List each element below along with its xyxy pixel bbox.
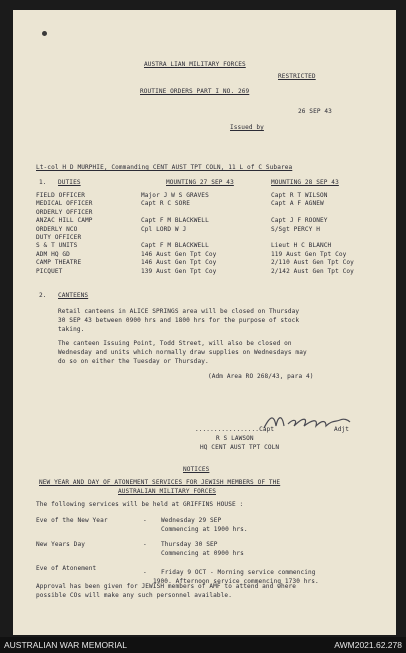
duty-assignee-28: Capt J F ROONEY [271, 217, 328, 225]
signature-role: Adjt [334, 426, 350, 433]
approval-text: Approval has been given for JEWISH members of AMF to attend and where [36, 583, 297, 590]
notices-subheading: AUSTRALIAN MILITARY FORCES [118, 488, 216, 495]
service-event: New Years Day [36, 541, 85, 548]
document-page [13, 10, 396, 635]
canteen-text-line: Wednesday and units which normally draw supplies on Wednesdays may [58, 349, 307, 356]
notices-subheading: NEW YEAR AND DAY OF ATONEMENT SERVICES FOR JEWISH MEMBERS OF THE [39, 479, 281, 486]
duty-assignee-28: 119 Aust Gen Tpt Coy [271, 250, 347, 258]
dash: - [143, 541, 147, 548]
duty-assignee-28: Capt A F AGNEW [271, 200, 324, 208]
duty-name: PICQUET [36, 267, 63, 275]
duty-assignee-27: 146 Aust Gen Tpt Coy [141, 250, 217, 258]
duty-assignee-27: 139 Aust Gen Tpt Coy [141, 267, 217, 275]
signature-dots: .................Capt [195, 426, 275, 433]
column-heading-28: MOUNTING 28 SEP 43 [271, 179, 339, 186]
service-detail: Friday 9 OCT - Morning service commencing [161, 569, 316, 576]
duty-assignee-27: Capt F M BLACKWELL [141, 242, 209, 250]
service-detail: Commencing at 1900 hrs. [161, 526, 248, 533]
duty-assignee-28: 2/110 Aust Gen Tpt Coy [271, 259, 354, 267]
service-detail: Thursday 30 SEP [161, 541, 218, 548]
canteen-text-line: Retail canteens in ALICE SPRINGS area will be closed on Thursday [58, 308, 300, 315]
canteen-text-line: The canteen Issuing Point, Todd Street, will also be closed on [58, 340, 292, 347]
section-number: 2. [39, 292, 47, 299]
canteen-text-line: do so on either the Tuesday or Thursday. [58, 358, 209, 365]
duty-name: CAMP THEATRE [36, 259, 82, 267]
duty-assignee-28: Lieut H C BLANCH [271, 242, 332, 250]
duty-name: MEDICAL OFFICER [36, 200, 93, 208]
issued-by: Issued by [230, 124, 264, 131]
notices-heading: NOTICES [183, 466, 210, 473]
notices-intro: The following services will be held at GRIFFINS HOUSE : [36, 501, 244, 508]
duty-assignee-27: Capt R C SORE [141, 200, 190, 208]
duty-assignee-27: 146 Aust Gen Tpt Coy [141, 259, 217, 267]
service-event: Eve of the New Year [36, 517, 108, 524]
punch-hole-icon [42, 31, 47, 36]
force-heading: AUSTRA LIAN MILITARY FORCES [144, 61, 246, 68]
duty-name: ADM HQ GD [36, 250, 70, 258]
duty-name: ANZAC HILL CAMP [36, 217, 93, 225]
canteens-heading: CANTEENS [58, 292, 89, 299]
duty-name: FIELD OFFICER [36, 192, 85, 199]
signatory-unit: HQ CENT AUST TPT COLN [200, 444, 280, 451]
reference: (Adm Area RO 268/43, para 4) [208, 373, 314, 380]
signatory-name: R S LAWSON [216, 435, 254, 442]
service-detail: 1900. Afternoon service commencing 1730 hrs. [153, 578, 319, 585]
orders-title: ROUTINE ORDERS PART I NO. 269 [140, 88, 250, 95]
approval-text: possible COs will make any such personnel available. [36, 592, 232, 599]
section-number: 1. [39, 179, 47, 186]
duty-assignee-27: Major J W S GRAVES [141, 192, 209, 199]
duty-assignee-27: Capt F M BLACKWELL [141, 217, 209, 225]
service-detail: Commencing at 0900 hrs [161, 550, 244, 557]
duty-name: ORDERLY NCO [36, 225, 78, 233]
archive-name: AUSTRALIAN WAR MEMORIAL [4, 640, 127, 650]
classification: RESTRICTED [278, 73, 316, 80]
archive-footer [0, 637, 406, 653]
column-heading-27: MOUNTING 27 SEP 43 [166, 179, 234, 186]
duty-name: ORDERLY OFFICER [36, 208, 93, 216]
duty-assignee-28: S/Sgt PERCY H [271, 225, 320, 233]
duty-assignee-28: 2/142 Aust Gen Tpt Coy [271, 267, 354, 275]
duty-name: S & T UNITS [36, 242, 78, 250]
service-event: Eve of Atonement [36, 565, 97, 572]
dash: - [143, 517, 147, 524]
order-date: 26 SEP 43 [298, 108, 332, 115]
duty-assignee-27: Cpl LORD W J [141, 225, 187, 233]
duties-heading: DUTIES [58, 179, 81, 186]
archive-id: AWM2021.62.278 [334, 640, 402, 650]
duty-assignee-28: Capt R T WILSON [271, 192, 328, 199]
commander-line: Lt-col H D MURPHIE, Commanding CENT AUST TPT COLN, 11 L of C Subarea [36, 164, 293, 171]
canteen-text-line: 30 SEP 43 between 0900 hrs and 1800 hrs for the purpose of stock [58, 317, 300, 324]
duty-name: DUTY OFFICER [36, 234, 82, 241]
service-detail: Wednesday 29 SEP [161, 517, 222, 524]
dash: - [143, 569, 147, 576]
canteen-text-line: taking. [58, 326, 85, 333]
